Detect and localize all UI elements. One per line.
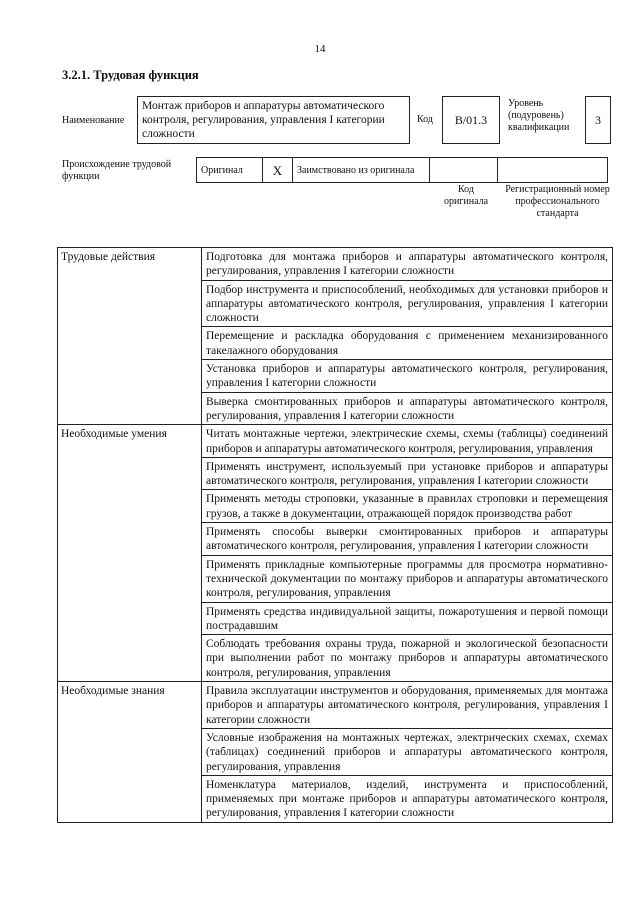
code-label: Код xyxy=(417,114,433,125)
skills-item: Читать монтажные чертежи, электрические схемы, схемы (таблицы) соединений приборов и аппаратуры автоматического контроля, регулирования, управления xyxy=(202,425,613,458)
skills-item: Соблюдать требования охраны труда, пожарной и экологической безопасности при выполнении работ по монтажу приборов и аппаратуры автоматического контроля, регулирования, управления xyxy=(202,635,613,682)
function-name-value: Монтаж приборов и аппаратуры автоматического контроля, регулирования, управления I категории сложности xyxy=(142,100,385,140)
table-row xyxy=(58,682,613,729)
category-knowledge: Необходимые знания xyxy=(58,682,202,823)
knowledge-item: Номенклатура материалов, изделий, инструмента и приспособлений, применяемых при монтаже приборов и аппаратуры автоматического контроля, регулирования, управления I категории сложности xyxy=(202,775,613,822)
skills-item: Применять средства индивидуальной защиты, пожаротушения и первой помощи пострадавшим xyxy=(202,602,613,635)
level-value-box xyxy=(585,96,611,144)
labor-function-table xyxy=(57,247,613,823)
origin-table xyxy=(196,157,608,183)
knowledge-item: Условные изображения на монтажных чертежах, электрических схемах, схемах (таблицах) соединений приборов и аппаратуры автоматического контроля, регулирования, управления xyxy=(202,728,613,775)
skills-item: Применять инструмент, используемый при установке приборов и аппаратуры автоматического контроля, регулирования, управления I категории сложности xyxy=(202,457,613,490)
actions-item: Подбор инструмента и приспособлений, необходимых для установки приборов и аппаратуры автоматического контроля, регулирования, управления I категории сложности xyxy=(202,280,613,327)
original-mark: X xyxy=(272,162,283,178)
code-original-cell xyxy=(430,158,498,183)
reg-number-cell xyxy=(498,158,608,183)
original-mark-cell xyxy=(263,158,293,183)
category-actions: Трудовые действия xyxy=(58,248,202,425)
skills-item: Применять способы выверки смонтированных приборов и аппаратуры автоматического контроля, регулирования, управления I категории сложности xyxy=(202,523,613,556)
actions-item: Подготовка для монтажа приборов и аппаратуры автоматического контроля, регулирования, управления I категории сложности xyxy=(202,248,613,281)
function-name-box xyxy=(137,96,410,144)
actions-item: Выверка смонтированных приборов и аппаратуры автоматического контроля, регулирования, управления I категории сложности xyxy=(202,392,613,425)
skills-item: Применять методы строповки, указанные в правилах строповки и перемещения грузов, а также в документации, отражающей порядок производства работ xyxy=(202,490,613,523)
borrowed-cell xyxy=(293,158,430,183)
origin-label: Происхождение трудовой функции xyxy=(62,159,172,182)
original-cell xyxy=(197,158,263,183)
code-original-caption: Код оригинала xyxy=(443,184,489,207)
level-label: Уровень (подуровень) квалификации xyxy=(508,98,570,133)
name-label: Наименование xyxy=(62,115,125,126)
knowledge-item: Правила эксплуатации инструментов и оборудования, применяемых для монтажа приборов и аппаратуры автоматического контроля, регулирования, управления I категории сложности xyxy=(202,682,613,729)
table-row xyxy=(58,425,613,458)
section-title: 3.2.1. Трудовая функция xyxy=(62,68,199,82)
actions-item: Установка приборов и аппаратуры автоматического контроля, регулирования, управления I категории сложности xyxy=(202,360,613,393)
code-value: В/01.3 xyxy=(454,112,488,127)
actions-item: Перемещение и раскладка оборудования с применением механизированного такелажного оборудования xyxy=(202,327,613,360)
borrowed-label: Заимствовано из оригинала xyxy=(297,164,415,176)
table-row xyxy=(58,248,613,281)
level-value: 3 xyxy=(595,112,601,127)
reg-number-caption: Регистрационный номер профессионального стандарта xyxy=(505,184,610,219)
page-number: 14 xyxy=(314,43,326,55)
original-label: Оригинал xyxy=(201,164,243,176)
category-skills: Необходимые умения xyxy=(58,425,202,682)
skills-item: Применять прикладные компьютерные программы для просмотра нормативно-технической документации по монтажу приборов и аппаратуры автоматического контроля, регулирования, управления xyxy=(202,555,613,602)
code-value-box xyxy=(442,96,500,144)
